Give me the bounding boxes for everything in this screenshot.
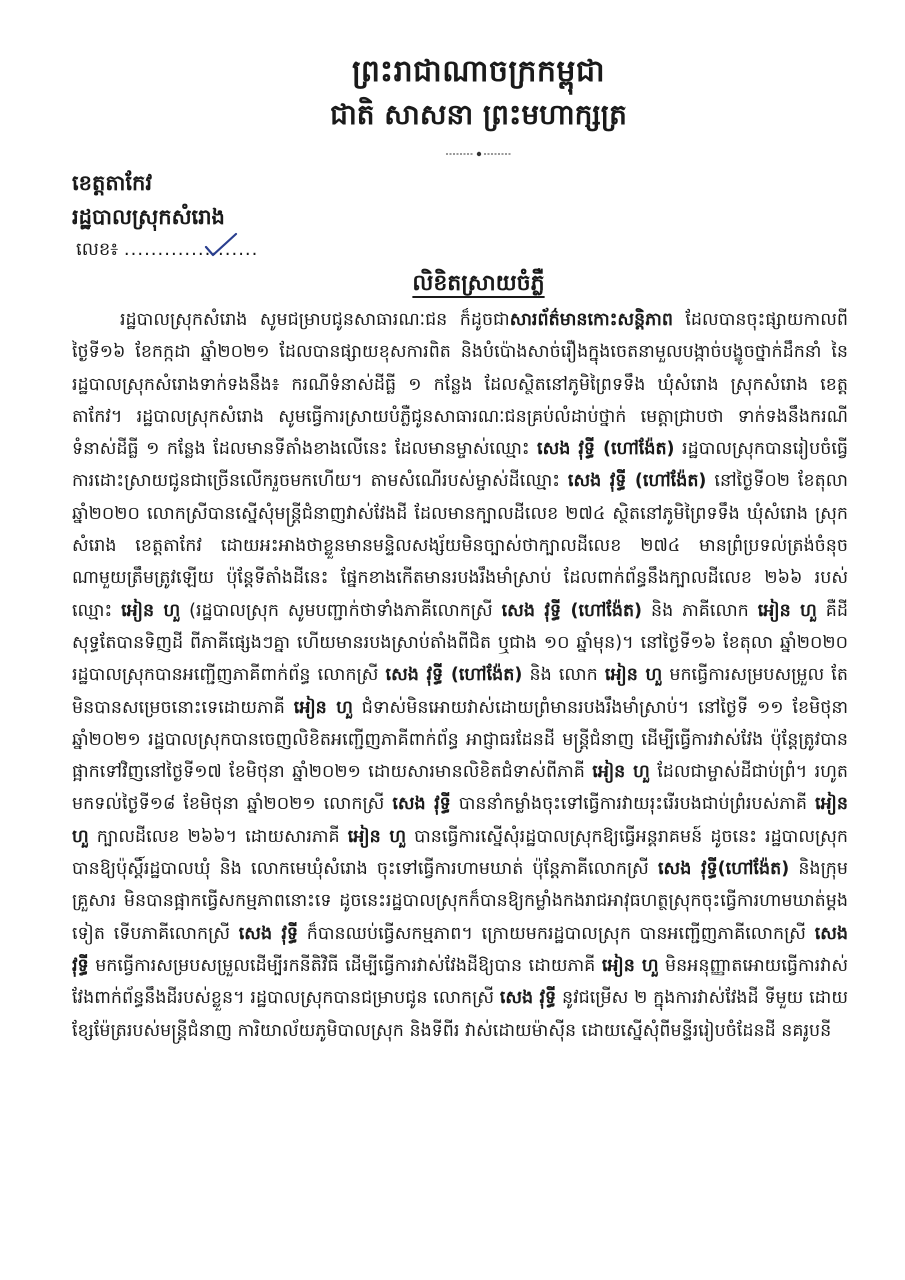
national-header (112, 50, 845, 136)
province-name: ខេត្តតាកែវ (72, 171, 152, 195)
reference-number (76, 234, 845, 266)
party-name: អៀន ហួ (347, 826, 407, 847)
party-name: អៀន ហួ (604, 665, 663, 686)
document-title: លិខិតស្រាយចំភ្លឺ (412, 271, 545, 296)
party-name: សេង វុទ្ធី (238, 923, 298, 944)
district-admin-name: រដ្ឋបាលស្រុកសំរោង (72, 205, 225, 229)
party-name: អៀន ហួ (72, 794, 848, 847)
party-name: អៀន ហួ (121, 600, 181, 621)
issuer-block (72, 166, 845, 234)
party-name: អៀន ហួ (592, 762, 650, 783)
party-name: សេង វុទ្ធី (ហៅង៉ែត) (567, 471, 707, 492)
party-name: អៀន ហួ (293, 697, 353, 718)
party-name: សេង វុទ្ធី(ហៅង៉ែត) (657, 859, 790, 880)
body-paragraph: រដ្ឋបាលស្រុកសំរោង សូមជម្រាបជូនសាធារណៈជន ក៏ដូចជាសារព័ត៌មានកោះសន្តិភាព ដែលបានចុះផ្សាយកាលពីថ្ងៃទី១៦ ខែកក្កដា ឆ្នាំ២០២១ ដែលបានផ្សាយខុសការពិត និងបំប៉ោងសាច់រឿងក្នុងចេតនាមួលបង្កាច់បង្ខូចថ្នាក់ដឹកនាំ នៃរដ្ឋបាលស្រុកសំរោងទាក់ទងនឹង៖ ករណីទំនាស់ដីធ្លី ១ កន្លែង ដែលស្ថិតនៅភូមិព្រៃទទឹង ឃុំសំរោង ស្រុកសំរោង ខេត្តតាកែវ។ រដ្ឋបាលស្រុកសំរោង សូមធ្វើការស្រាយបំភ្លឺជូនសាធារណៈជនគ្រប់លំដាប់ថ្នាក់ មេត្តាជ្រាបថា ទាក់ទងនឹងករណីទំនាស់ដីធ្លី ១ កន្លែង ដែលមានទីតាំងខាងលើនេះ ដែលមានម្ចាស់ឈ្មោះ សេង វុទ្ធី (ហៅង៉ែត) រដ្ឋបាលស្រុកបានរៀបចំធ្វើការដោះស្រាយជូនជាច្រើនលើករួចមកហើយ។ តាមសំណើរបស់ម្ចាស់ដីឈ្មោះ សេង វុទ្ធី (ហៅង៉ែត) នៅថ្ងៃទី០២ ខែតុលា ឆ្នាំ២០២០ លោកស្រីបានស្នើសុំមន្ត្រីជំនាញវាស់វែងដី ដែលមានក្បាលដីលេខ ២៧៤ ស្ថិតនៅភូមិព្រៃទទឹង ឃុំសំរោង ស្រុកសំរោង ខេត្តតាកែវ ដោយអះអាងថាខ្លួនមានមន្ទិលសង្ស័យមិនច្បាស់ថាក្បាលដីលេខ ២៧៤ មានព្រំប្រទល់ត្រង់ចំនុចណាមួយត្រឹមត្រូវឡើយ ប៉ុន្តែទីតាំងដីនេះ ផ្នែកខាងកើតមានរបងរឹងមាំស្រាប់ ដែលពាក់ព័ន្ធនឹងក្បាលដីលេខ ២៦៦ របស់ឈ្មោះ អៀន ហួ (រដ្ឋបាលស្រុក សូមបញ្ជាក់ថាទាំងភាគីលោកស្រី សេង វុទ្ធី (ហៅង៉ែត) និង ភាគីលោក អៀន ហួ គឺដីសុទ្ធតែបានទិញដី ពីភាគីផ្សេងៗគ្នា ហើយមានរបងស្រាប់តាំងពីជិត ឬជាង ១០ ឆ្នាំមុន)។ នៅថ្ងៃទី១៦ ខែតុលា ឆ្នាំ២០២០ រដ្ឋបាលស្រុកបានអញ្ជើញភាគីពាក់ព័ន្ធ លោកស្រី សេង វុទ្ធី (ហៅង៉ែត) និង លោក អៀន ហួ មកធ្វើការសម្របសម្រួល តែមិនបានសម្រេចនោះទេដោយភាគី អៀន ហួ ជំទាស់មិនអោយវាស់ដោយព្រំមានរបងរឹងមាំស្រាប់។ នៅថ្ងៃទី ១១ ខែមិថុនា ឆ្នាំ២០២១ រដ្ឋបាលស្រុកបានចេញលិខិតអញ្ជើញភាគីពាក់ព័ន្ធ អាជ្ញាធរដែនដី មន្ត្រីជំនាញ ដើម្បីធ្វើការវាស់វែង ប៉ុន្តែត្រូវបានផ្អាកទៅវិញនៅថ្ងៃទី១៧ ខែមិថុនា ឆ្នាំ២០២១ ដោយសារមានលិខិតជំទាស់ពីភាគី អៀន ហួ ដែលជាម្ចាស់ដីជាប់ព្រំ។ រហូតមកទល់ថ្ងៃទី១៨ ខែមិថុនា ឆ្នាំ២០២១ លោកស្រី សេង វុទ្ធី បាននាំកម្លាំងចុះទៅធ្វើការវាយរុះរើរបងជាប់ព្រំរបស់ភាគី អៀន ហួ ក្បាលដីលេខ ២៦៦។ ដោយសារភាគី អៀន ហួ បានធ្វើការស្នើសុំរដ្ឋបាលស្រុកឱ្យធ្វើអន្តរាគមន៍ ដូចនេះ រដ្ឋបាលស្រុកបានឱ្យប៉ុស្តិ៍រដ្ឋបាលឃុំ និង លោកមេឃុំសំរោង ចុះទៅធ្វើការហាមឃាត់ ប៉ុន្តែភាគីលោកស្រី សេង វុទ្ធី(ហៅង៉ែត) និងក្រុមគ្រួសារ មិនបានផ្អាកធ្វើសកម្មភាពនោះទេ ដូចនេះរដ្ឋបាលស្រុកក៏បានឱ្យកម្លាំងកងរាជអាវុធហត្ថស្រុកចុះធ្វើការហាមឃាត់ម្តងទៀត ទើបភាគីលោកស្រី សេង វុទ្ធី ក៏បានឈប់ធ្វើសកម្មភាព។ ក្រោយមករដ្ឋបាលស្រុក បានអញ្ជើញភាគីលោកស្រី សេង វុទ្ធី មកធ្វើការសម្របសម្រួលដើម្បីរកនីតិវិធី ដើម្បីធ្វើការវាស់វែងដីឱ្យបាន ដោយភាគី អៀន ហួ មិនអនុញ្ញាតអោយធ្វើការវាស់វែងពាក់ព័ន្ធនឹងដីរបស់ខ្លួន។ រដ្ឋបាលស្រុកបានជម្រាបជូន លោកស្រី សេង វុទ្ធី នូវជម្រើស ២ ក្នុងការវាស់វែងដី ទីមួយ ដោយខ្សែម៉ែត្ររបស់មន្ត្រីជំនាញ ការិយាល័យភូមិបាលស្រុក និងទីពីរ វាស់ដោយម៉ាស៊ីន ដោយស្នើសុំពីមន្ទីររៀបចំដែនដី នគរូបនី (72, 310, 849, 1041)
party-name: សេង វុទ្ធី (392, 794, 451, 815)
party-name: សេង វុទ្ធី (499, 988, 557, 1009)
national-motto: ជាតិ សាសនា ព្រះមហាក្សត្រ (330, 98, 627, 131)
checkmark-icon (204, 232, 238, 258)
party-name: សេង វុទ្ធី (ហៅង៉ែត) (385, 665, 523, 686)
ref-value: .................... (123, 239, 259, 260)
kingdom-title: ព្រះរាជាណាចក្រកម្ពុជា (351, 54, 606, 89)
ref-label: លេខ៖ (76, 239, 119, 260)
party-name: សេង វុទ្ធី (ហៅង៉ែត) (537, 439, 675, 460)
party-name: សេង វុទ្ធី (72, 923, 849, 976)
newspaper-name: សារព័ត៌មានកោះសន្តិភាព (509, 310, 673, 330)
ornament-divider (112, 144, 845, 156)
ornament-icon (444, 149, 514, 159)
party-name: អៀន ហួ (757, 600, 817, 621)
party-name: សេង វុទ្ធី (ហៅង៉ែត) (501, 600, 643, 621)
party-name: អៀន ហួ (601, 955, 659, 976)
